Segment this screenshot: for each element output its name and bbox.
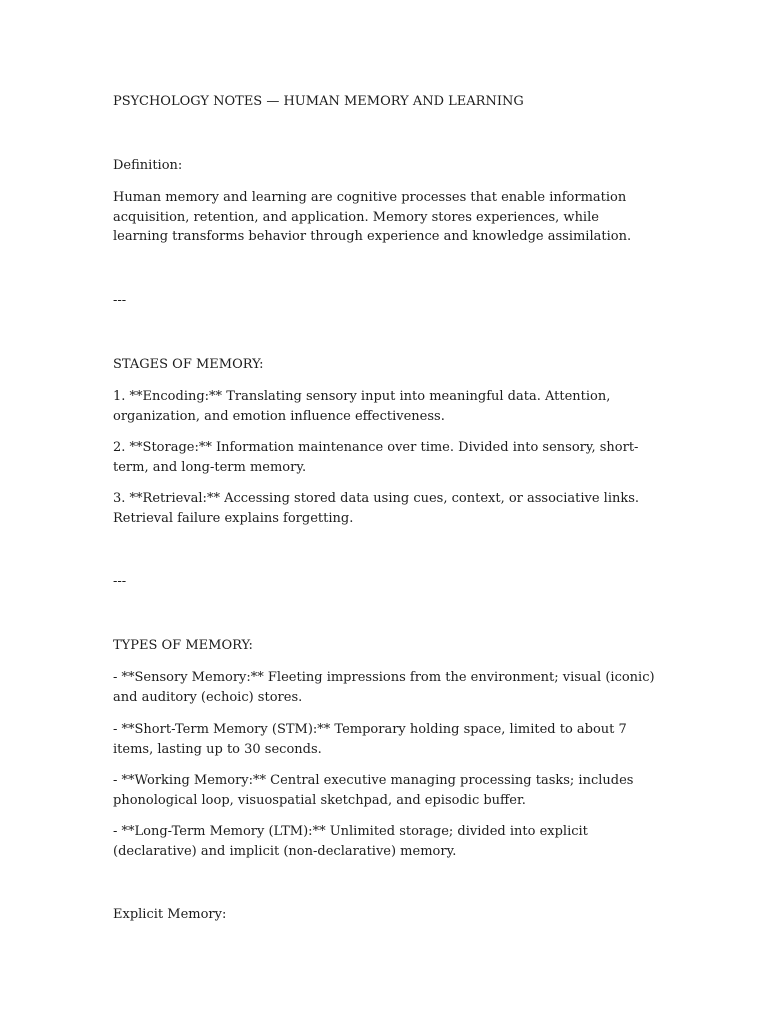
document-title: PSYCHOLOGY NOTES — HUMAN MEMORY AND LEARNING (113, 94, 524, 109)
type-item-short-term: - **Short-Term Memory (STM):** Temporary holding space, limited to about 7 items, lasting up to 30 seconds. (113, 722, 627, 757)
stage-item-retrieval: 3. **Retrieval:** Accessing stored data using cues, context, or associative links. Retrieval failure explains forgetting. (113, 491, 640, 526)
type-item-working: - **Working Memory:** Central executive managing processing tasks; includes phonological loop, visuospatial sketchpad, and episodic buffer. (113, 773, 634, 808)
explicit-memory-heading: Explicit Memory: (113, 907, 227, 922)
stage-item-encoding: 1. **Encoding:** Translating sensory input into meaningful data. Attention, organization, and emotion influence effectiveness. (113, 389, 611, 424)
section-separator: --- (113, 293, 127, 308)
section-separator: --- (113, 574, 127, 589)
type-item-sensory: - **Sensory Memory:** Fleeting impressions from the environment; visual (iconic) and auditory (echoic) stores. (113, 670, 655, 705)
definition-heading: Definition: (113, 158, 183, 173)
type-item-long-term: - **Long-Term Memory (LTM):** Unlimited storage; divided into explicit (declarative) and implicit (non-declarative) memory. (113, 824, 588, 859)
types-heading: TYPES OF MEMORY: (113, 638, 253, 653)
stage-item-storage: 2. **Storage:** Information maintenance over time. Divided into sensory, short-term, and long-term memory. (113, 440, 639, 475)
stages-heading: STAGES OF MEMORY: (113, 357, 264, 372)
definition-paragraph: Human memory and learning are cognitive processes that enable information acquisition, retention, and application. Memory stores experiences, while learning transforms behavior through experience and knowledge assimilation. (113, 190, 632, 244)
